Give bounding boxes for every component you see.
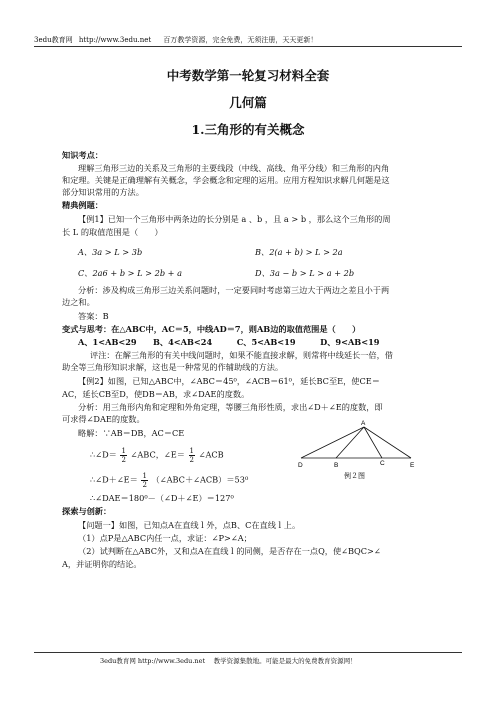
fraction-denominator: 2 — [189, 456, 195, 464]
solution-2-middle: ∠ABC，∠E＝ — [130, 449, 185, 460]
fraction-denominator: 2 — [142, 481, 147, 489]
header-url[interactable]: http://www.3edu.net — [78, 36, 152, 44]
variant-options: A、1<AB<29 B、4<AB<24 C、5<AB<19 D、9<AB<19 — [78, 337, 380, 347]
ex2-analysis-line-1: 分析：用三角形内角和定理和外角定理，等腰三角形性质，求出∠D＋∠E的度数，即 — [78, 402, 383, 412]
vertex-label-e: E — [410, 462, 415, 469]
segment-da — [301, 427, 364, 458]
ex1-option-b: B、2(a + b) > L > 2a — [255, 247, 343, 257]
solution-step-1: 略解：∵AB＝DB，AC＝CE — [78, 428, 185, 438]
solution-step-4: ∴∠DAE＝180⁰－（∠D＋∠E）＝127⁰ — [90, 493, 234, 503]
topic-title: 1.三角形的有关概念 — [191, 122, 305, 137]
fraction — [189, 447, 195, 464]
vertex-label-c: C — [380, 460, 385, 467]
ex1-analysis-line-1: 分析：涉及构成三角形三边关系问题时，一定要同时考虑第三边大于两边之差且小于两 — [78, 285, 390, 295]
comment-line-1: 评注：在解三角形的有关中线问题时，如果不能直接求解，则常将中线延长一倍，借 — [90, 350, 393, 360]
segment-ca — [364, 427, 382, 458]
knowledge-line-1: 理解三角形三边的关系及三角形的主要线段（中线、高线、角平分线）和三角形的内角 — [78, 163, 390, 173]
fraction — [141, 472, 147, 489]
segment-ea — [364, 427, 411, 458]
triangle-figure — [296, 418, 426, 480]
explore-heading: 探索与创新： — [62, 506, 112, 516]
problem-1-part-2-line-1: （2）试判断在△ABC外，又和点A在直线 l 的同侧，是否存在一点Q，使∠BQC>∠ — [78, 546, 381, 556]
figure-caption: 例２图 — [344, 473, 365, 480]
ex1-answer: 答案：B — [78, 311, 109, 321]
header-site: 3edu教育网 — [34, 36, 73, 44]
solution-2-suffix: ∠ACB — [198, 449, 224, 460]
solution-step-2 — [90, 447, 224, 464]
knowledge-line-2: 和定理。关键是正确理解有关概念，学会概念和定理的运用。应用方程知识求解几何题是这 — [62, 175, 390, 185]
ex1-option-a: A、3a > L > 3b — [78, 247, 143, 257]
ex1-line-1: 【例1】已知一个三角形中两条边的长分别是 a 、b ，且 a > b ，那么这个三角形的周 — [78, 214, 391, 224]
ex2-analysis-line-2: 可求得∠DAE的度数。 — [62, 414, 145, 424]
fraction-denominator: 2 — [121, 456, 126, 464]
fraction — [120, 447, 126, 464]
ex1-analysis-line-2: 边之和。 — [62, 297, 95, 307]
comment-line-2: 助全等三角形知识求解，这也是一种常见的作辅助线的方法。 — [62, 362, 284, 372]
ex1-line-2: 长 L 的取值范围是（ ） — [62, 227, 163, 237]
fraction-numerator: 1 — [121, 447, 126, 455]
page-header — [34, 35, 317, 45]
page-footer: 3edu教育网 http://www.3edu.net 教学资源集散地。可能是最大的免费教育资源网！ — [100, 657, 357, 665]
vertex-label-b: B — [334, 462, 339, 469]
ex1-option-c: C、2a6 + b > L > 2b + a — [78, 268, 183, 278]
fraction-numerator: 1 — [189, 447, 195, 455]
ex2-line-2: AC，延长CB至D，使DB＝AB，求∠DAE的度数。 — [62, 389, 250, 399]
solution-step-3 — [90, 472, 248, 489]
ex1-option-d: D、3a − b > L > a + 2b — [255, 268, 355, 278]
segment-ba — [336, 427, 364, 458]
fraction-numerator: 1 — [142, 472, 147, 480]
examples-heading: 精典例题： — [62, 200, 103, 210]
header-divider — [34, 46, 462, 47]
solution-3-prefix: ∴∠D＋∠E＝ — [90, 474, 138, 485]
knowledge-line-3: 部分知识常用的方法。 — [62, 187, 144, 197]
problem-1-part-1: （1）点P是△ABC内任一点，求证：∠P>∠A； — [78, 533, 252, 543]
variant-question: 变式与思考：在△ABC中，AC＝5，中线AD＝7，则AB边的取值范围是（ ） — [62, 324, 361, 334]
sub-title: 几何篇 — [229, 95, 267, 110]
main-title: 中考数学第一轮复习材料全套 — [166, 68, 330, 83]
vertex-label-d: D — [298, 462, 303, 469]
problem-1-part-2-line-2: A，并证明你的结论。 — [62, 559, 142, 569]
header-slogan: 百万教学资源，完全免费，无须注册，天天更新！ — [163, 36, 318, 44]
solution-3-suffix: （∠ABC＋∠ACB）＝53⁰ — [151, 474, 249, 485]
ex2-line-1: 【例2】如图，已知△ABC中，∠ABC＝45⁰，∠ACB＝61⁰，延长BC至E，使CE＝ — [78, 376, 380, 386]
knowledge-heading: 知识考点： — [62, 150, 103, 160]
problem-1-statement: 【问题一】如图，已知点A在直线 l 外，点B、C在直线 l 上。 — [78, 520, 301, 530]
footer-divider — [34, 652, 462, 653]
solution-2-prefix: ∴∠D＝ — [90, 449, 117, 460]
vertex-label-a: A — [361, 420, 366, 427]
